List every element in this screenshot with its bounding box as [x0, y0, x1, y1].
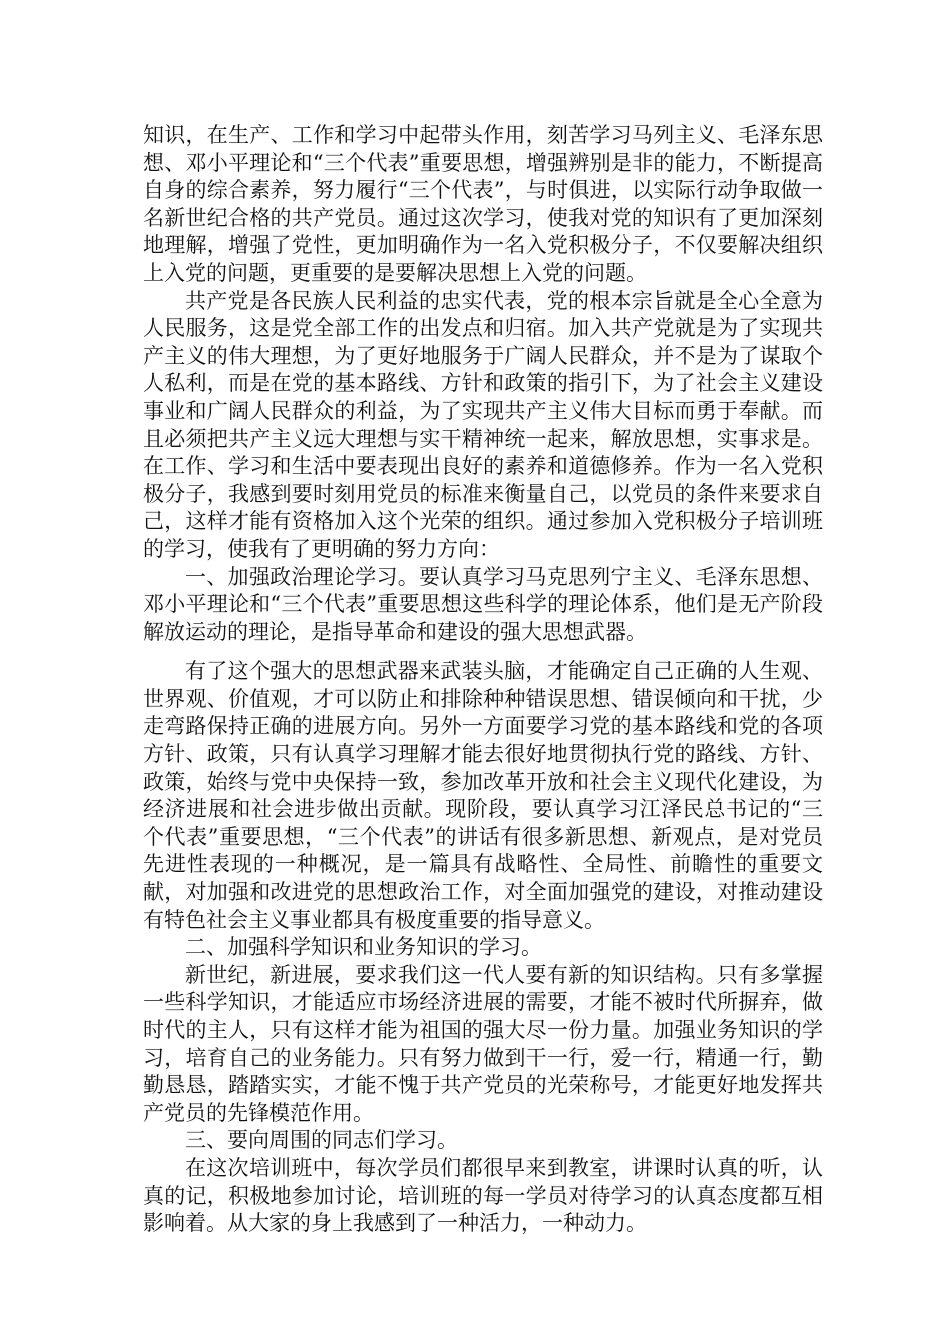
- paragraph-5: 二、加强科学知识和业务知识的学习。: [185, 935, 542, 960]
- document-body: [143, 122, 823, 1238]
- paragraph-8: 在这次培训班中，每次学员们都很早来到教室，讲课时认真的听，认真的记，积极地参加讨论，培训班的每一学员对待学习的认真态度都互相影响着。从大家的身上我感到了一种活力，一种动力。: [143, 1155, 823, 1236]
- paragraph-3: 一、加强政治理论学习。要认真学习马克思列宁主义、毛泽东思想、邓小平理论和“三个代表”重要思想这些科学的理论体系，他们是无产阶段解放运动的理论，是指导革命和建设的强大思想武器。: [143, 564, 823, 644]
- paragraph-1: 知识，在生产、工作和学习中起带头作用，刻苦学习马列主义、毛泽东思想、邓小平理论和“三个代表”重要思想，增强辨别是非的能力，不断提高自身的综合素养，努力履行“三个代表”，与时俱进，以实际行动争取做一名新世纪合格的共产党员。通过这次学习，使我对党的知识有了更加深刻地理解，增强了党性，更加明确作为一名入党积极分子，不仅要解决组织上入党的问题，更重要的是要解决思想上入党的问题。: [143, 123, 823, 285]
- paragraph-6: 新世纪，新进展，要求我们这一代人要有新的知识结构。只有多掌握一些科学知识，才能适应市场经济进展的需要，才能不被时代所摒弃，做时代的主人，只有这样才能为祖国的强大尽一份力量。加强业务知识的学习，培育自己的业务能力。只有努力做到干一行，爱一行，精通一行，勤勤恳恳，踏踏实实，才能不愧于共产党员的光荣称号，才能更好地发挥共产党员的先锋模范作用。: [143, 962, 823, 1125]
- paragraph-7: 三、要向周围的同志们学习。: [185, 1128, 458, 1153]
- paragraph-2: 共产党是各民族人民利益的忠实代表，党的根本宗旨就是全心全意为人民服务，这是党全部工作的出发点和归宿。加入共产党就是为了实现共产主义的伟大理想，为了更好地服务于广阔人民群众，并不是为了谋取个人私利，而是在党的基本路线、方针和政策的指引下，为了社会主义建设事业和广阔人民群众的利益，为了实现共产主义伟大目标而勇于奉献。而且必须把共产主义远大理想与实干精神统一起来，解放思想，实事求是。在工作、学习和生活中要表现出良好的素养和道德修养。作为一名入党积极分子，我感到要时刻用党员的标准来衡量自己，以党员的条件来要求自己，这样才能有资格加入这个光荣的组织。通过参加入党积极分子培训班的学习，使我有了更明确的努力方向：: [143, 288, 823, 561]
- paragraph-4: 有了这个强大的思想武器来武装头脑，才能确定自己正确的人生观、世界观、价值观，才可以防止和排除种种错误思想、错误倾向和干扰，少走弯路保持正确的进展方向。另外一方面要学习党的基本路线和党的各项方针、政策，只有认真学习理解才能去很好地贯彻执行党的路线、方针、政策，始终与党中央保持一致，参加改革开放和社会主义现代化建设，为经济进展和社会进步做出贡献。现阶段，要认真学习江泽民总书记的“三个代表”重要思想，“三个代表”的讲话有很多新思想、新观点，是对党员先进性表现的一种概况，是一篇具有战略性、全局性、前瞻性的重要文献，对加强和改进党的思想政治工作，对全面加强党的建设，对推动建设有特色社会主义事业都具有极度重要的指导意义。: [143, 659, 823, 932]
